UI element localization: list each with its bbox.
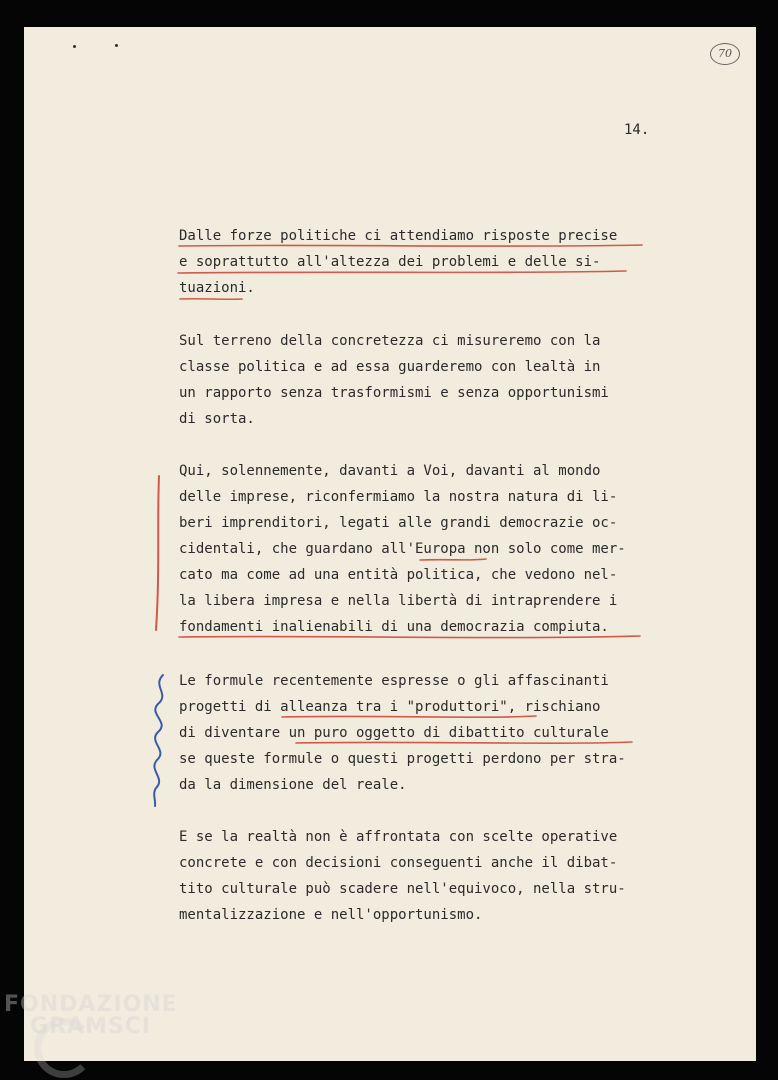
paragraph <box>179 328 609 432</box>
text-line: Sul terreno della concretezza ci misureremo con la <box>179 333 601 349</box>
archive-folio-number: 70 <box>710 43 740 65</box>
text-line: mentalizzazione e nell'opportunismo. <box>179 907 483 923</box>
text-line: Qui, solennemente, davanti a Voi, davanti al mondo <box>179 463 601 479</box>
watermark-logo-icon <box>34 1018 94 1078</box>
text-line: Le formule recentemente espresse o gli affascinanti <box>179 673 609 689</box>
text-line: tito culturale può scadere nell'equivoco, nella stru- <box>179 881 626 897</box>
text-line: un rapporto senza trasformismi e senza opportunismi <box>179 385 609 401</box>
paragraph <box>179 223 617 301</box>
text-line: e soprattutto all'altezza dei problemi e delle si- <box>179 254 601 270</box>
text-line: E se la realtà non è affrontata con scelte operative <box>179 829 618 845</box>
text-line: concrete e con decisioni conseguenti anche il dibat- <box>179 855 618 871</box>
text-line: fondamenti inalienabili di una democrazia compiuta. <box>179 619 609 635</box>
paragraph <box>179 824 626 928</box>
watermark-line-1: FONDAZIONE <box>4 992 178 1017</box>
text-line: la libera impresa e nella libertà di intraprendere i <box>179 593 618 609</box>
text-line: se queste formule o questi progetti perdono per stra- <box>179 751 626 767</box>
text-line: cato ma come ad una entità politica, che vedono nel- <box>179 567 618 583</box>
paragraph <box>179 668 626 798</box>
text-line: da la dimensione del reale. <box>179 777 407 793</box>
text-line: beri imprenditori, legati alle grandi democrazie oc- <box>179 515 618 531</box>
page-number: 14. <box>624 122 650 138</box>
archive-watermark <box>4 994 178 1038</box>
text-line: tuazioni. <box>179 280 255 296</box>
paragraph <box>179 458 626 640</box>
text-line: progetti di alleanza tra i "produttori", rischiano <box>179 699 601 715</box>
ink-speck <box>73 45 76 48</box>
watermark-line-2: GRAMSCI <box>30 1014 152 1039</box>
text-line: di diventare un puro oggetto di dibattito culturale <box>179 725 609 741</box>
text-line: classe politica e ad essa guarderemo con lealtà in <box>179 359 601 375</box>
text-line: di sorta. <box>179 411 255 427</box>
text-line: cidentali, che guardano all'Europa non solo come mer- <box>179 541 626 557</box>
ink-speck <box>115 44 118 47</box>
text-line: Dalle forze politiche ci attendiamo risposte precise <box>179 228 618 244</box>
text-line: delle imprese, riconfermiamo la nostra natura di li- <box>179 489 618 505</box>
